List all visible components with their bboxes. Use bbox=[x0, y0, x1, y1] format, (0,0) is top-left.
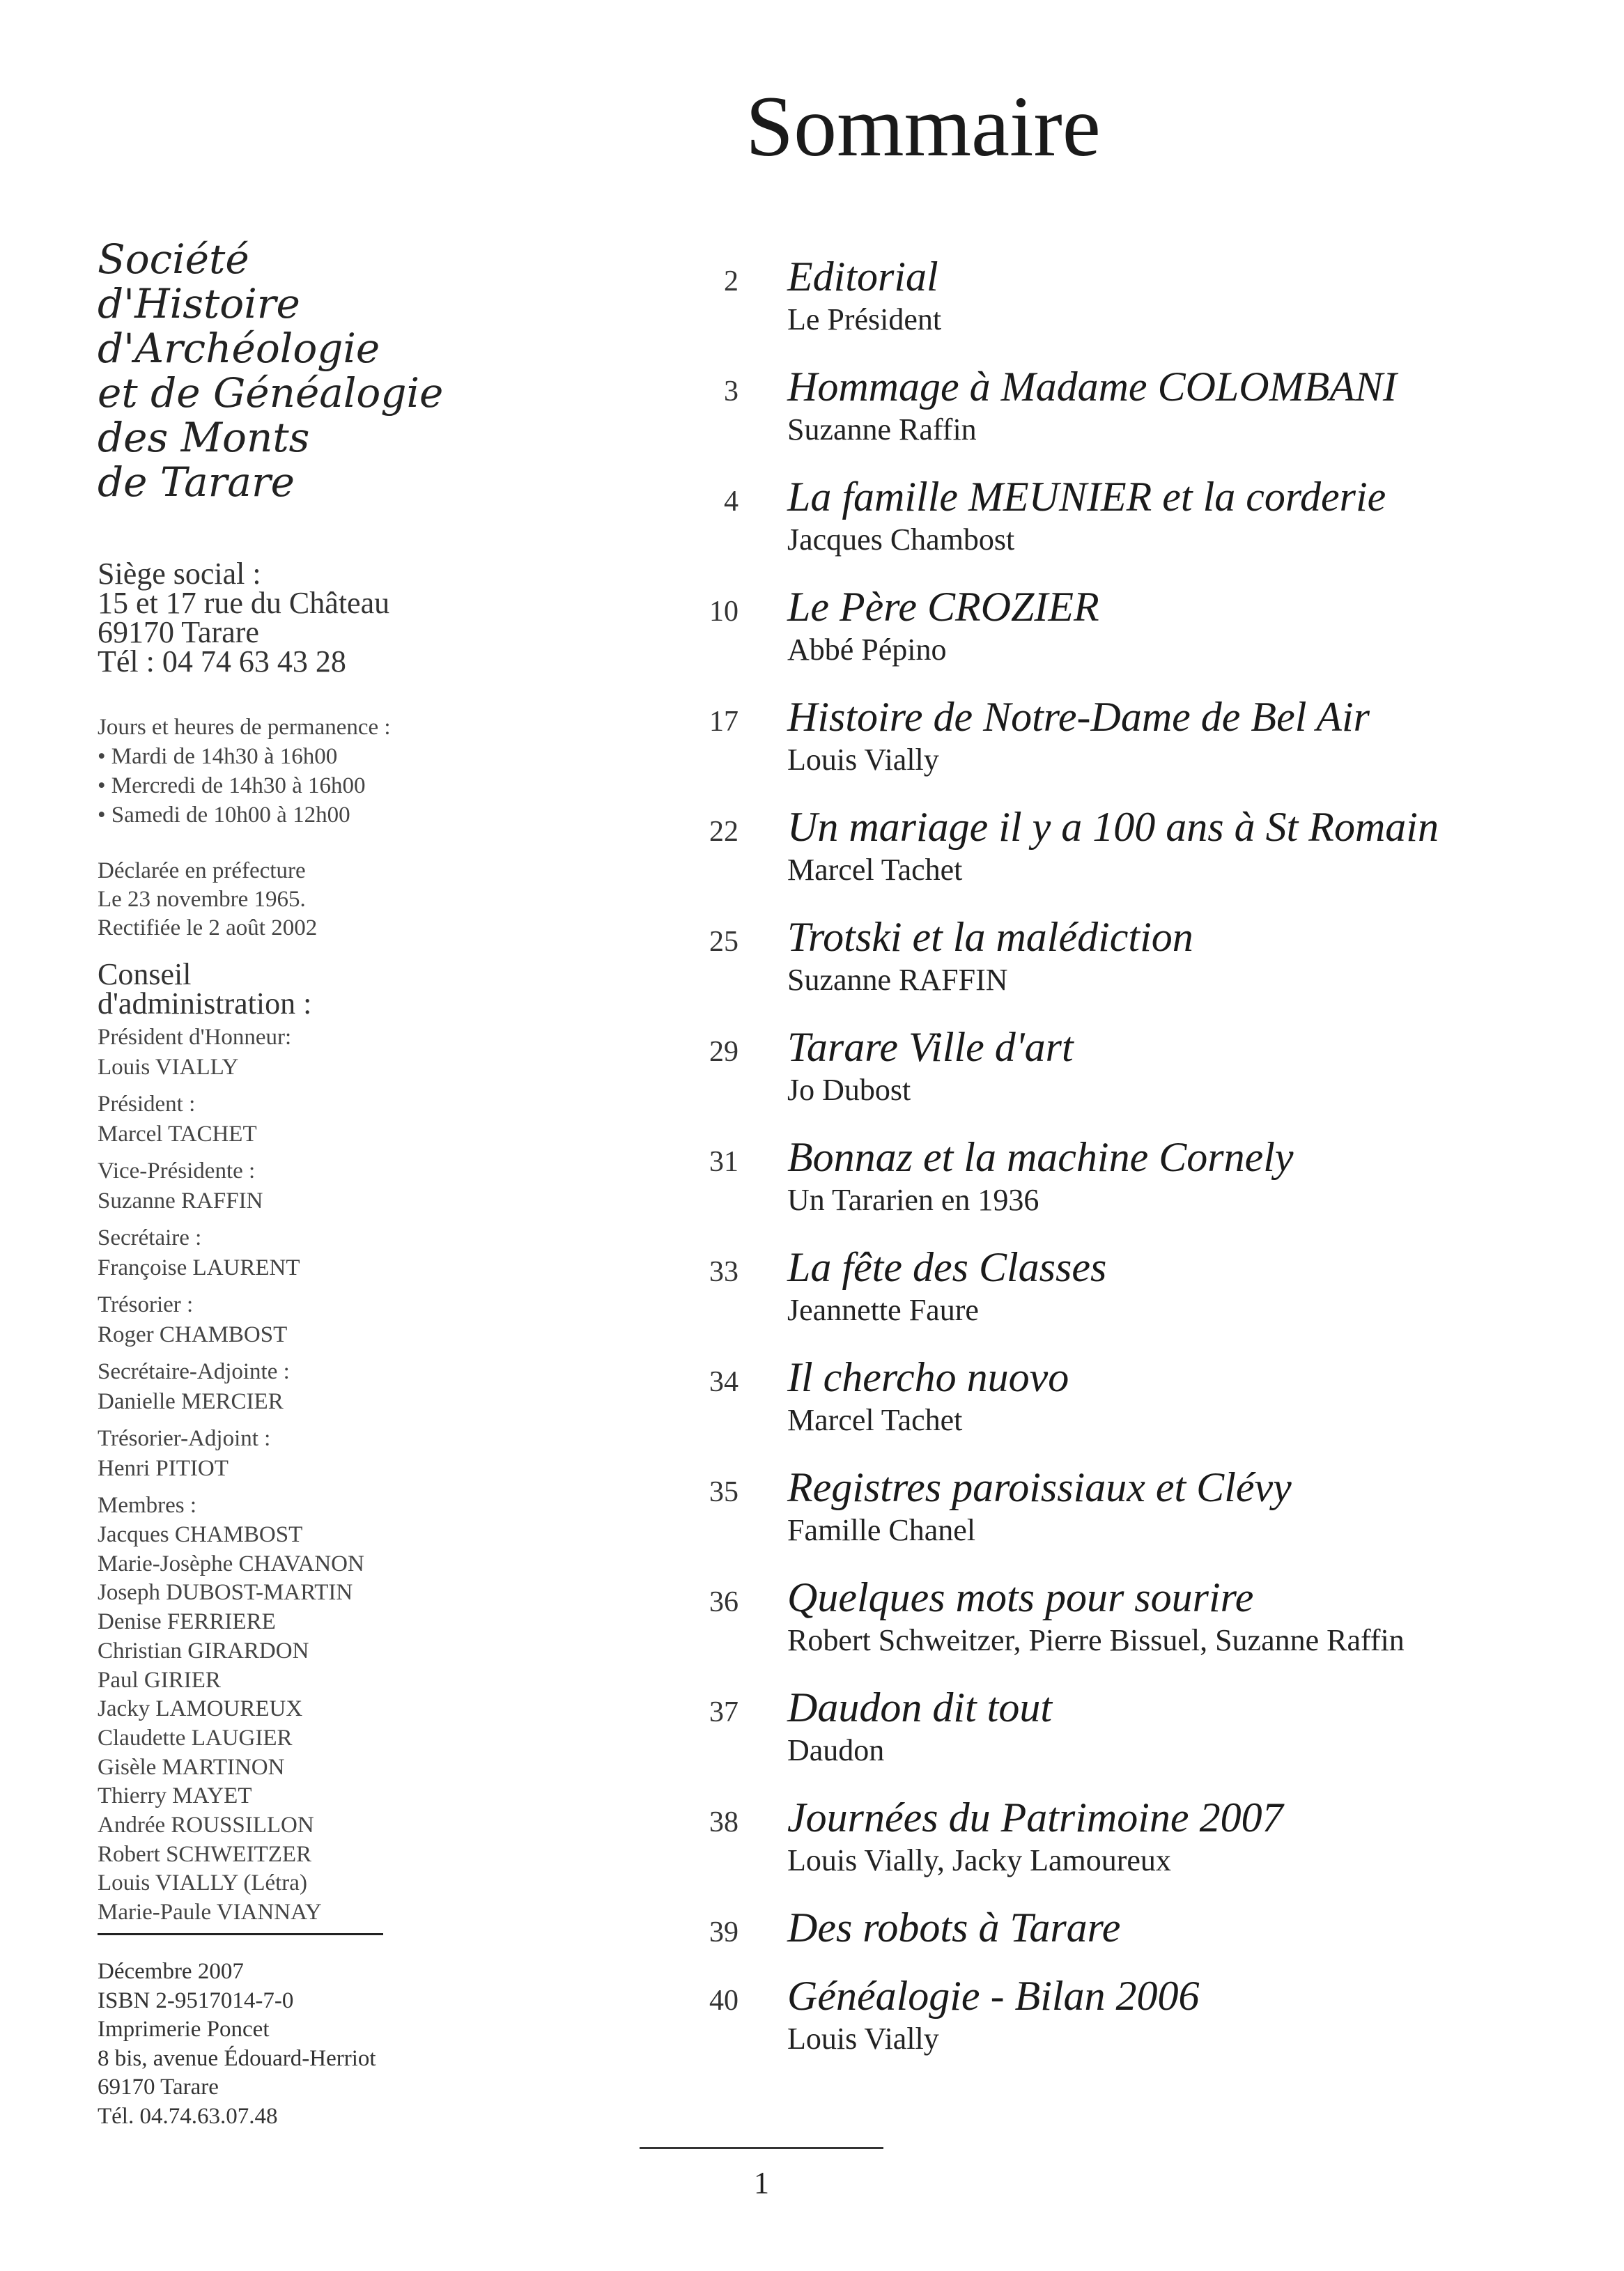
toc-title: Des robots à Tarare bbox=[787, 1905, 1121, 1951]
siege-social bbox=[98, 557, 529, 679]
member-name: Marie-Josèphe CHAVANON bbox=[98, 1551, 364, 1576]
toc-author: Un Tararien en 1936 bbox=[787, 1183, 1039, 1217]
toc-entry bbox=[704, 582, 1595, 687]
officer bbox=[98, 1290, 529, 1350]
society-name-line: des Monts bbox=[98, 414, 310, 461]
imprint-line: Imprimerie Poncet bbox=[98, 2017, 270, 2042]
toc-entry bbox=[704, 1353, 1595, 1457]
toc-title: Généalogie - Bilan 2006 bbox=[787, 1973, 1200, 2019]
member-name: Jacky LAMOUREUX bbox=[98, 1696, 303, 1722]
toc-title: Le Père CROZIER bbox=[787, 584, 1099, 630]
toc-author: Marcel Tachet bbox=[787, 853, 963, 887]
toc-page-number: 3 bbox=[724, 375, 738, 408]
toc-author: Jeannette Faure bbox=[787, 1293, 979, 1327]
toc-entry bbox=[704, 252, 1595, 357]
toc-author: Jacques Chambost bbox=[787, 522, 1015, 557]
officer-name: Louis VIALLY bbox=[98, 1055, 239, 1080]
officer bbox=[98, 1357, 529, 1417]
toc-page-number: 2 bbox=[724, 265, 738, 297]
toc-title: Journées du Patrimoine 2007 bbox=[787, 1795, 1283, 1840]
toc-entry bbox=[704, 1133, 1595, 1237]
officer-name: Danielle MERCIER bbox=[98, 1389, 284, 1414]
toc-author: Abbé Pépino bbox=[787, 633, 947, 667]
declaration-line: Le 23 novembre 1965. bbox=[98, 887, 306, 912]
imprint-line: 69170 Tarare bbox=[98, 2075, 219, 2100]
siege-line: 15 et 17 rue du Château bbox=[98, 586, 390, 620]
society-name-line: d'Histoire bbox=[98, 280, 300, 327]
siege-line: Tél : 04 74 63 43 28 bbox=[98, 644, 346, 679]
toc-entry bbox=[704, 472, 1595, 577]
folio-divider bbox=[640, 2147, 883, 2149]
toc-entry bbox=[704, 1971, 1595, 2076]
siege-line: Siège social : bbox=[98, 557, 261, 591]
toc-entry bbox=[704, 1793, 1595, 1898]
toc-title: Quelques mots pour sourire bbox=[787, 1574, 1254, 1620]
society-name-line: Société bbox=[98, 235, 249, 283]
toc-title: Daudon dit tout bbox=[787, 1684, 1053, 1730]
page-number: 1 bbox=[754, 2166, 769, 2200]
member-name: Louis VIALLY (Létra) bbox=[98, 1870, 307, 1896]
officer-role: Trésorier-Adjoint : bbox=[98, 1426, 271, 1451]
member-name: Paul GIRIER bbox=[98, 1667, 221, 1693]
toc-page-number: 22 bbox=[709, 816, 738, 848]
society-name-line: de Tarare bbox=[98, 458, 295, 506]
toc-title: Registres paroissiaux et Clévy bbox=[787, 1464, 1292, 1510]
toc-title: La famille MEUNIER et la corderie bbox=[787, 474, 1386, 520]
toc-page-number: 38 bbox=[709, 1806, 738, 1838]
page-title: Sommaire bbox=[745, 79, 1101, 174]
officer-role: Président : bbox=[98, 1092, 196, 1117]
officer bbox=[98, 1424, 529, 1484]
officer bbox=[98, 1156, 529, 1216]
member-name: Gisèle MARTINON bbox=[98, 1754, 285, 1780]
opening-hours bbox=[98, 713, 529, 830]
officer-role: Secrétaire : bbox=[98, 1225, 202, 1250]
toc-page-number: 34 bbox=[709, 1366, 738, 1398]
hours-line: • Samedi de 10h00 à 12h00 bbox=[98, 803, 350, 828]
toc-title: La fête des Classes bbox=[787, 1244, 1107, 1290]
member-name: Robert SCHWEITZER bbox=[98, 1841, 312, 1867]
toc-author: Louis Vially, Jacky Lamoureux bbox=[787, 1843, 1171, 1877]
toc-page-number: 39 bbox=[709, 1916, 738, 1948]
declaration-line: Déclarée en préfecture bbox=[98, 858, 306, 883]
toc-page-number: 33 bbox=[709, 1256, 738, 1288]
council-list bbox=[98, 1023, 529, 1928]
toc-page-number: 36 bbox=[709, 1586, 738, 1618]
toc-entry bbox=[704, 803, 1595, 907]
society-name-line: et de Généalogie bbox=[98, 369, 444, 417]
officer bbox=[98, 1023, 529, 1083]
toc-page-number: 17 bbox=[709, 706, 738, 738]
toc-entry bbox=[704, 1023, 1595, 1127]
toc-author: Suzanne RAFFIN bbox=[787, 963, 1008, 997]
toc-page-number: 37 bbox=[709, 1696, 738, 1728]
officer-name: Marcel TACHET bbox=[98, 1122, 257, 1147]
officer-role: Trésorier : bbox=[98, 1292, 194, 1317]
toc-title: Un mariage il y a 100 ans à St Romain bbox=[787, 804, 1439, 850]
hours-line: Jours et heures de permanence : bbox=[98, 715, 391, 740]
toc-author: Marcel Tachet bbox=[787, 1403, 963, 1437]
toc-title: Il chercho nuovo bbox=[787, 1354, 1069, 1400]
toc-author: Daudon bbox=[787, 1733, 885, 1767]
member-name: Denise FERRIERE bbox=[98, 1609, 276, 1635]
toc-entry bbox=[704, 1573, 1595, 1677]
toc-author: Louis Vially bbox=[787, 743, 939, 777]
toc-author: Suzanne Raffin bbox=[787, 412, 977, 447]
society-name-line: d'Archéologie bbox=[98, 325, 380, 372]
imprint bbox=[98, 1958, 543, 2131]
imprint-line: 8 bis, avenue Édouard-Herriot bbox=[98, 2045, 376, 2071]
society-name bbox=[98, 237, 516, 504]
imprint-line: Décembre 2007 bbox=[98, 1959, 244, 1984]
member-name: Joseph DUBOST-MARTIN bbox=[98, 1580, 353, 1606]
council-title-line: d'administration : bbox=[98, 986, 312, 1021]
member-name: Andrée ROUSSILLON bbox=[98, 1813, 314, 1838]
toc-page-number: 40 bbox=[709, 1985, 738, 2017]
toc-page-number: 10 bbox=[709, 596, 738, 628]
toc-author: Le Président bbox=[787, 302, 942, 336]
member-name: Jacques CHAMBOST bbox=[98, 1522, 303, 1547]
toc-page-number: 25 bbox=[709, 926, 738, 958]
toc-page-number: 29 bbox=[709, 1036, 738, 1068]
member-name: Marie-Paule VIANNAY bbox=[98, 1900, 322, 1925]
toc-page-number: 35 bbox=[709, 1476, 738, 1508]
toc-title: Histoire de Notre-Dame de Bel Air bbox=[787, 694, 1370, 740]
officer-role: Secrétaire-Adjointe : bbox=[98, 1359, 290, 1384]
imprint-line: Tél. 04.74.63.07.48 bbox=[98, 2103, 278, 2129]
council-title-line: Conseil bbox=[98, 957, 192, 991]
hours-line: • Mardi de 14h30 à 16h00 bbox=[98, 744, 338, 769]
toc-title: Tarare Ville d'art bbox=[787, 1024, 1074, 1070]
toc-entry bbox=[704, 913, 1595, 1017]
toc-entry bbox=[704, 1243, 1595, 1347]
members-title: Membres : bbox=[98, 1493, 197, 1518]
officer-name: Suzanne RAFFIN bbox=[98, 1188, 263, 1214]
officer-name: Roger CHAMBOST bbox=[98, 1322, 288, 1347]
declaration bbox=[98, 857, 529, 943]
toc-entry bbox=[704, 1463, 1595, 1567]
officer-role: Président d'Honneur: bbox=[98, 1025, 292, 1050]
toc-page-number: 4 bbox=[724, 486, 738, 518]
toc-title: Editorial bbox=[787, 254, 938, 300]
imprint-line: ISBN 2-9517014-7-0 bbox=[98, 1987, 294, 2013]
toc-author: Famille Chanel bbox=[787, 1513, 976, 1547]
member-name: Thierry MAYET bbox=[98, 1783, 252, 1809]
divider bbox=[98, 1933, 383, 1935]
toc-author: Jo Dubost bbox=[787, 1073, 911, 1107]
officer-role: Vice-Présidente : bbox=[98, 1158, 256, 1184]
member-name: Claudette LAUGIER bbox=[98, 1725, 293, 1751]
declaration-line: Rectifiée le 2 août 2002 bbox=[98, 915, 318, 940]
toc-author: Robert Schweitzer, Pierre Bissuel, Suzanne Raffin bbox=[787, 1623, 1405, 1657]
toc-author: Louis Vially bbox=[787, 2022, 939, 2056]
siege-line: 69170 Tarare bbox=[98, 615, 259, 649]
officer-name: Henri PITIOT bbox=[98, 1456, 229, 1481]
officer bbox=[98, 1090, 529, 1149]
council-title bbox=[98, 957, 529, 1021]
toc-title: Hommage à Madame COLOMBANI bbox=[787, 364, 1397, 410]
toc-entry bbox=[704, 1683, 1595, 1788]
toc-title: Bonnaz et la machine Cornely bbox=[787, 1134, 1294, 1180]
toc-entry bbox=[704, 692, 1595, 797]
member-name: Christian GIRARDON bbox=[98, 1638, 309, 1664]
officer-name: Françoise LAURENT bbox=[98, 1255, 300, 1280]
toc-title: Trotski et la malédiction bbox=[787, 914, 1193, 960]
officer bbox=[98, 1223, 529, 1283]
toc-page-number: 31 bbox=[709, 1146, 738, 1178]
hours-line: • Mercredi de 14h30 à 16h00 bbox=[98, 773, 366, 798]
toc-entry bbox=[704, 362, 1595, 467]
